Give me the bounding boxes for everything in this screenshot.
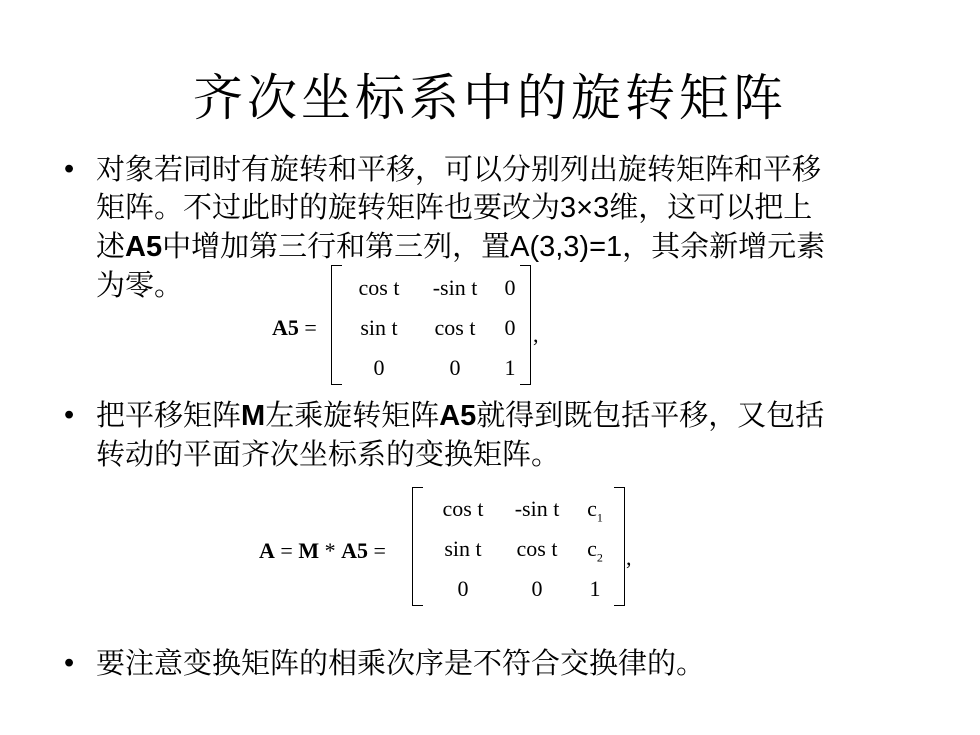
equation-a-lhs: A = M * A5 =	[259, 538, 386, 563]
matrix-right-bracket	[614, 487, 625, 606]
matrix-cell: cos t	[358, 275, 400, 300]
matrix-cell: 1	[504, 355, 516, 380]
bullet-1-line3e: ，其余新增元素	[622, 229, 826, 263]
bullet-1-line2c: 维，这可以把上	[609, 190, 813, 224]
bullet-2-matrix-m: M	[241, 400, 266, 432]
matrix-cell: -sin t	[514, 496, 560, 521]
matrix-cell: -sin t	[432, 275, 478, 300]
matrix-cell: cos t	[434, 315, 476, 340]
matrix-cell: 0	[504, 275, 516, 300]
bullet-dot: •	[64, 647, 75, 679]
matrix-cell: sin t	[444, 536, 482, 561]
matrix-cell: 0	[504, 315, 516, 340]
bullet-1-line3c: 中增加第三行和第三列，置	[162, 229, 511, 263]
matrix-cell: cos t	[442, 496, 484, 521]
matrix-left-bracket	[331, 265, 342, 385]
bullet-1-line1: 对象若同时有旋转和平移，可以分别列出旋转矩阵和平移	[96, 152, 822, 186]
bullet-2	[64, 396, 944, 473]
bullet-2-line2: 转动的平面齐次坐标系的变换矩阵。	[96, 437, 561, 471]
bullet-dot: •	[64, 153, 75, 185]
matrix-left-bracket	[412, 487, 423, 606]
bullet-3-line1: 要注意变换矩阵的相乘次序是不符合交换律的。	[96, 646, 706, 680]
matrix-cell: sin t	[360, 315, 398, 340]
bullet-2-matrix-a5: A5	[439, 400, 477, 432]
matrix-cell: 0	[531, 576, 543, 601]
equation-a5-lhs: A5 =	[272, 315, 317, 340]
equation-a-comma: ,	[626, 545, 632, 570]
matrix-cell: 1	[589, 576, 601, 601]
bullet-1-line3a: 述	[96, 229, 126, 263]
matrix-cell: cos t	[516, 536, 558, 561]
matrix-cell: 0	[449, 355, 461, 380]
matrix-cell: 0	[373, 355, 385, 380]
matrix-cell: 0	[457, 576, 469, 601]
bullet-2-line1c: 左乘旋转矩阵	[265, 398, 440, 432]
bullet-1-line2a: 矩阵。不过此时的旋转矩阵也要改为	[96, 190, 561, 224]
bullet-1-line4: 为零。	[96, 268, 184, 302]
bullet-2-line1e: 就得到既包括平移，又包括	[476, 398, 825, 432]
bullet-3-text	[96, 644, 944, 682]
bullet-2-line1a: 把平移矩阵	[96, 398, 242, 432]
bullet-1-dimension: 3×3	[560, 192, 610, 224]
slide-title: 齐次坐标系中的旋转矩阵	[193, 69, 787, 127]
bullet-dot: •	[64, 399, 75, 431]
bullet-2-text	[96, 396, 944, 473]
bullet-3	[64, 644, 944, 682]
bullet-1-assignment: A(3,3)=1	[510, 231, 623, 263]
matrix-cell: $c_1$	[587, 496, 603, 525]
equation-a5-comma: ,	[533, 322, 539, 347]
bullet-1-matrix-name: A5	[125, 231, 163, 263]
matrix-cell: $c_2$	[587, 536, 603, 565]
